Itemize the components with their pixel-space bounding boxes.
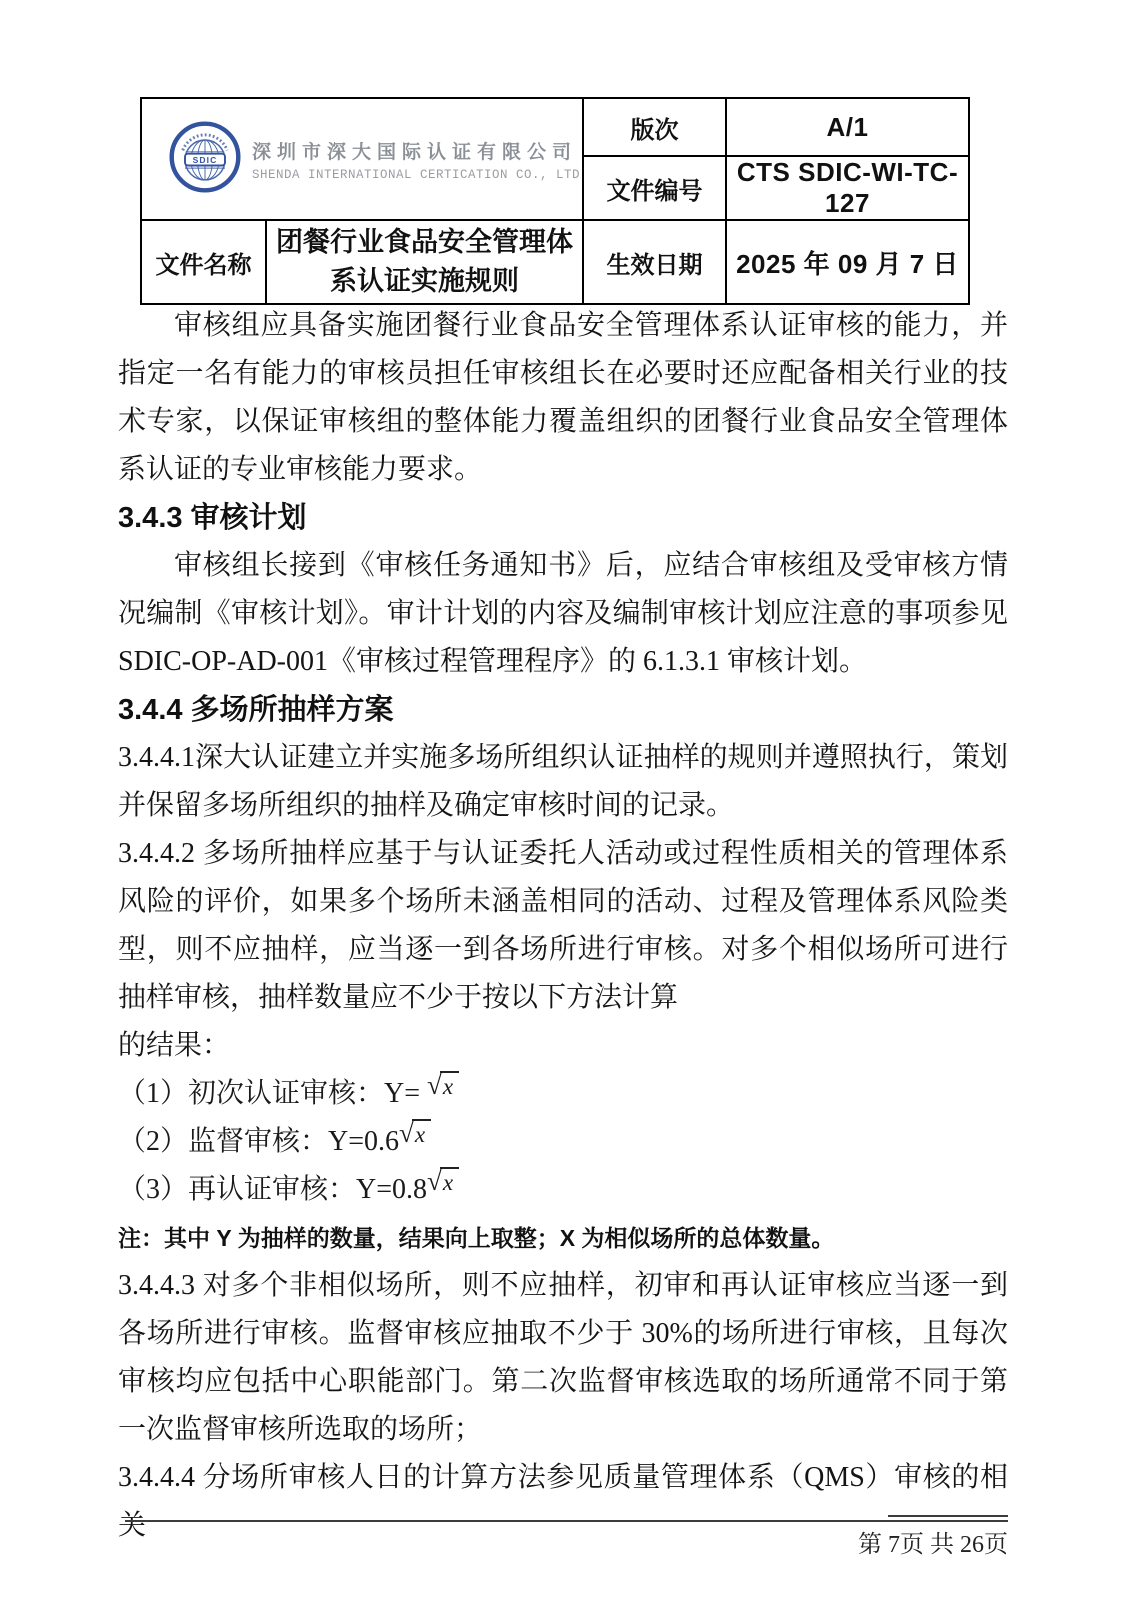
footer-divider-line	[125, 1520, 1008, 1522]
page-number: 第 7页 共 26页	[858, 1532, 1008, 1558]
section-heading-3-4-3: 3.4.3 审核计划	[118, 502, 307, 534]
doc-name-value: 团餐行业食品安全管理体系认证实施规则	[266, 220, 583, 304]
radical-sign: √	[427, 1070, 442, 1100]
paragraph-3-4-4-3: 3.4.4.3 对多个非相似场所，则不应抽样，初审和再认证审核应当逐一到各场所进行审核。监督审核应抽取不少于 30%的场所进行审核，且每次审核均应包括中心职能部门。第二次监督审核选取的场所通常不同于第一次监督审核所选取的场所；	[118, 1270, 1008, 1445]
doc-number-label: 文件编号	[583, 156, 726, 220]
paragraph-3-4-4-2: 3.4.4.2 多场所抽样应基于与认证委托人活动或过程性质相关的管理体系风险的评价，如果多个场所未涵盖相同的活动、过程及管理体系风险类型，则不应抽样，应当逐一到各场所进行审核。对多个相似场所可进行抽样审核，抽样数量应不少于按以下方法计算	[118, 838, 1008, 1013]
footer-divider-accent-line	[888, 1515, 1008, 1517]
sqrt-expression	[399, 1119, 431, 1148]
radical-sign: √	[399, 1118, 414, 1148]
document-body	[118, 302, 1008, 1550]
formula-label: （2）监督审核：	[118, 1126, 329, 1157]
paragraph-3-4-4-4: 3.4.4.4 分场所审核人日的计算方法参见质量管理体系（QMS）审核的相关	[118, 1462, 1008, 1541]
version-label: 版次	[583, 98, 726, 156]
company-name-en: SHENDA INTERNATIONAL CERTICATION CO., LTD	[252, 167, 581, 182]
logo-cell	[141, 98, 583, 220]
effective-date-value: 2025 年 09 月 7 日	[726, 220, 969, 304]
formula-equation: Y=0.8	[356, 1174, 428, 1205]
section-heading-3-4-4: 3.4.4 多场所抽样方案	[118, 694, 394, 726]
note-line: 注：其中 Y 为抽样的数量，结果向上取整；X 为相似场所的总体数量。	[118, 1225, 835, 1251]
radicand: x	[440, 1167, 459, 1196]
company-logo-icon	[168, 120, 242, 199]
document-header-table	[140, 97, 970, 305]
version-value: A/1	[726, 98, 969, 156]
paragraph-result: 的结果：	[118, 1030, 231, 1061]
paragraph-3-4-4-1: 3.4.4.1深大认证建立并实施多场所组织认证抽样的规则并遵照执行，策划并保留多场所组织的抽样及确定审核时间的记录。	[118, 742, 1008, 821]
formula-initial-certification	[118, 1070, 1008, 1118]
formula-equation: Y=	[384, 1078, 428, 1109]
formula-surveillance-audit	[118, 1118, 1008, 1166]
paragraph-intro: 审核组应具备实施团餐行业食品安全管理体系认证审核的能力，并指定一名有能力的审核员担任审核组长在必要时还应配备相关行业的技术专家，以保证审核组的整体能力覆盖组织的团餐行业食品安全管理体系认证的专业审核能力要求。	[118, 310, 1008, 485]
formula-recertification-audit	[118, 1166, 1008, 1214]
radical-sign: √	[427, 1166, 442, 1196]
radicand: x	[412, 1119, 431, 1148]
effective-date-label: 生效日期	[583, 220, 726, 304]
doc-number-value: CTS SDIC-WI-TC-127	[726, 156, 969, 220]
logo-badge-text: SDIC	[192, 154, 218, 165]
formula-label: （3）再认证审核：	[118, 1174, 357, 1205]
paragraph-3-4-3: 审核组长接到《审核任务通知书》后，应结合审核组及受审核方情况编制《审核计划》。审计计划的内容及编制审核计划应注意的事项参见 SDIC-OP-AD-001《审核过程管理程序》的 6.1.3.1 审核计划。	[118, 550, 1008, 677]
formula-label: （1）初次认证审核：	[118, 1078, 385, 1109]
sqrt-expression	[427, 1071, 459, 1100]
formula-equation: Y=0.6	[328, 1126, 400, 1157]
company-name-cn: 深圳市深大国际认证有限公司	[252, 141, 578, 163]
doc-name-label: 文件名称	[141, 220, 266, 304]
radicand: x	[440, 1071, 459, 1100]
sqrt-expression	[427, 1167, 459, 1196]
